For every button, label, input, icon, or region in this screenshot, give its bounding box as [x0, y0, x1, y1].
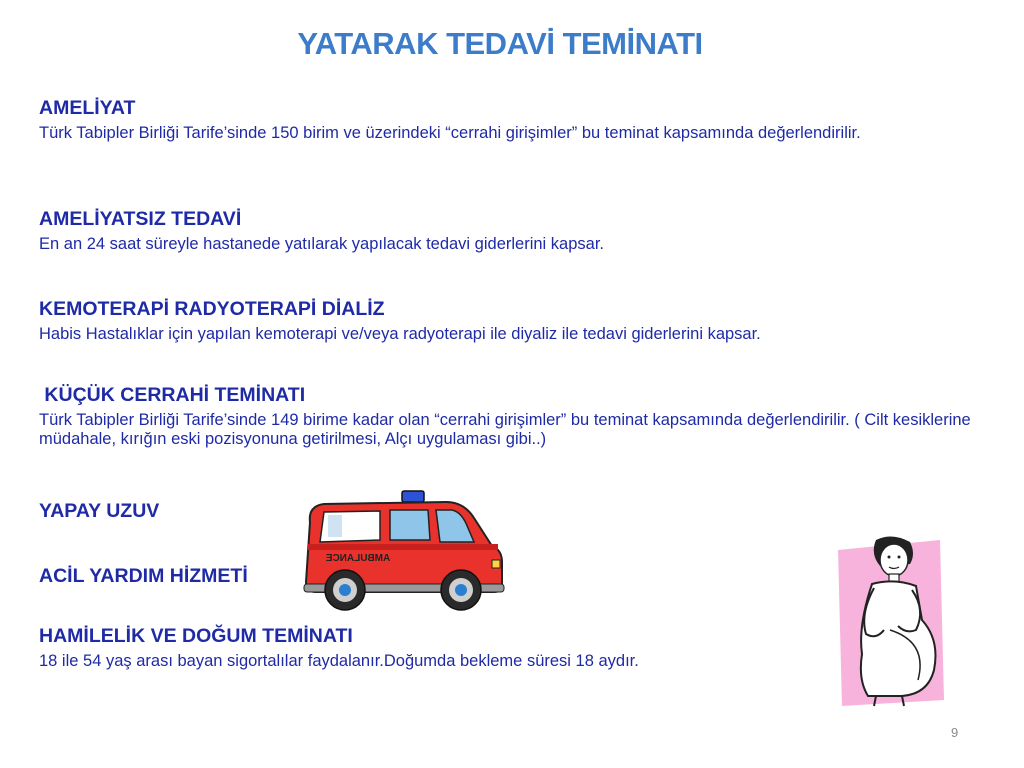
ambulance-label: AMBULANCE	[325, 553, 391, 564]
section-kucuk-cerrahi	[39, 383, 989, 449]
section-heading: KÜÇÜK CERRAHİ TEMİNATI	[39, 384, 306, 406]
section-kemoterapi	[39, 297, 989, 344]
section-body: Türk Tabipler Birliği Tarife’sinde 149 birime kadar olan “cerrahi girişimler” bu teminat kapsamında değerlendirilir. ( Cilt kesiklerine müdahale, kırığın eski pozisyonuna getirilmesi, Alçı uygulaması gibi..)	[39, 411, 971, 448]
section-body: Türk Tabipler Birliği Tarife’sinde 150 birim ve üzerindeki “cerrahi girişimler” bu teminat kapsamında değerlendirilir.	[39, 124, 861, 142]
section-heading: YAPAY UZUV	[39, 500, 160, 522]
section-heading: AMELİYAT	[39, 97, 136, 119]
slide-title: YATARAK TEDAVİ TEMİNATI	[297, 26, 703, 61]
section-body: Habis Hastalıklar için yapılan kemoterapi ve/veya radyoterapi ile diyaliz ile tedavi giderlerini kapsar.	[39, 325, 761, 343]
section-body: En an 24 saat süreyle hastanede yatılarak yapılacak tedavi giderlerini kapsar.	[39, 235, 605, 253]
section-heading: AMELİYATSIZ TEDAVİ	[39, 208, 242, 230]
section-body: 18 ile 54 yaş arası bayan sigortalılar faydalanır.Doğumda bekleme süresi 18 aydır.	[39, 652, 639, 670]
pregnant-woman-icon	[832, 530, 948, 712]
section-ameliyatsiz-tedavi	[39, 207, 989, 254]
page-number: 9	[951, 725, 959, 740]
section-yapay-uzuv	[39, 499, 989, 523]
section-ameliyat	[39, 96, 989, 143]
ambulance-icon	[296, 488, 512, 614]
section-heading: KEMOTERAPİ RADYOTERAPİ DİALİZ	[39, 298, 385, 320]
section-heading: HAMİLELİK VE DOĞUM TEMİNATI	[39, 625, 353, 647]
section-heading: ACİL YARDIM HİZMETİ	[39, 565, 248, 587]
